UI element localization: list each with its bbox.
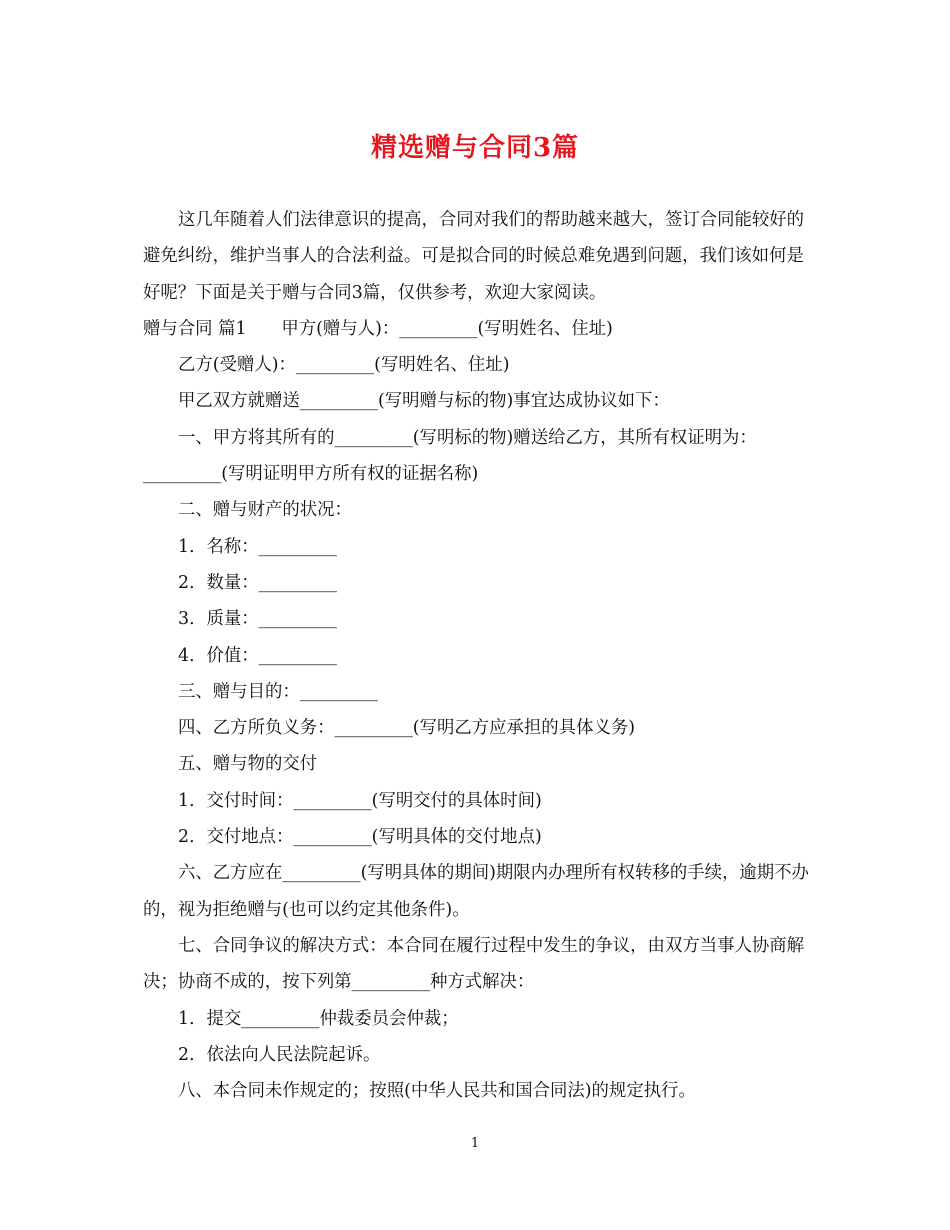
clause-7-item-2: 2．依法向人民法院起诉。 [178,1044,381,1065]
clause-5-item-1: 1．交付时间：_________(写明交付的具体时间) [178,790,542,811]
document-title: 精选赠与合同3篇 [370,133,580,163]
clause-2-item-2: 2．数量：_________ [178,572,337,593]
clause-2: 二、赠与财产的状况： [178,500,352,521]
party-b-line: 乙方(受赠人)：_________(写明姓名、住址) [178,355,510,376]
clause-5-item-2: 2．交付地点：_________(写明具体的交付地点) [178,827,542,848]
clause-2-item-3: 3．质量：_________ [178,609,337,630]
clause-5: 五、赠与物的交付 [178,754,318,775]
agreement-line: 甲乙双方就赠送_________(写明赠与标的物)事宜达成协议如下： [178,391,670,412]
document-body [143,202,811,1109]
clause-8: 八、本合同未作规定的；按照(中华人民共和国合同法)的规定执行。 [178,1081,696,1102]
clause-7: 七、合同争议的解决方式：本合同在履行过程中发生的争议，由双方当事人协商解决；协商不成的，按下列第_________种方式解决： [143,935,805,993]
clause-3: 三、赠与目的：_________ [178,681,378,702]
clause-6: 六、乙方应在_________(写明具体的期间)期限内办理所有权转移的手续，逾期不办的，视为拒绝赠与(也可以约定其他条件)。 [143,863,809,920]
clause-7-item-1: 1．提交_________仲裁委员会仲裁； [178,1008,459,1029]
intro-paragraph: 这几年随着人们法律意识的提高，合同对我们的帮助越来越大，签订合同能较好的避免纠纷，维护当事人的合法利益。可是拟合同的时候总难免遇到问题，我们该如何是好呢？下面是关于赠与合同3篇，仅供参考，欢迎大家阅读。 [143,210,805,303]
clause-1: 一、甲方将其所有的_________(写明标的物)赠送给乙方，其所有权证明为：_________(写明证明甲方所有权的证据名称) [143,427,757,485]
contract-heading-party-a: 赠与合同 篇1 甲方(赠与人)：_________(写明姓名、住址) [143,318,613,339]
page-number: 1 [470,1136,480,1151]
clause-2-item-1: 1．名称：_________ [178,536,337,557]
clause-4: 四、乙方所负义务：_________(写明乙方应承担的具体义务) [178,718,636,739]
clause-2-item-4: 4．价值：_________ [178,645,337,666]
